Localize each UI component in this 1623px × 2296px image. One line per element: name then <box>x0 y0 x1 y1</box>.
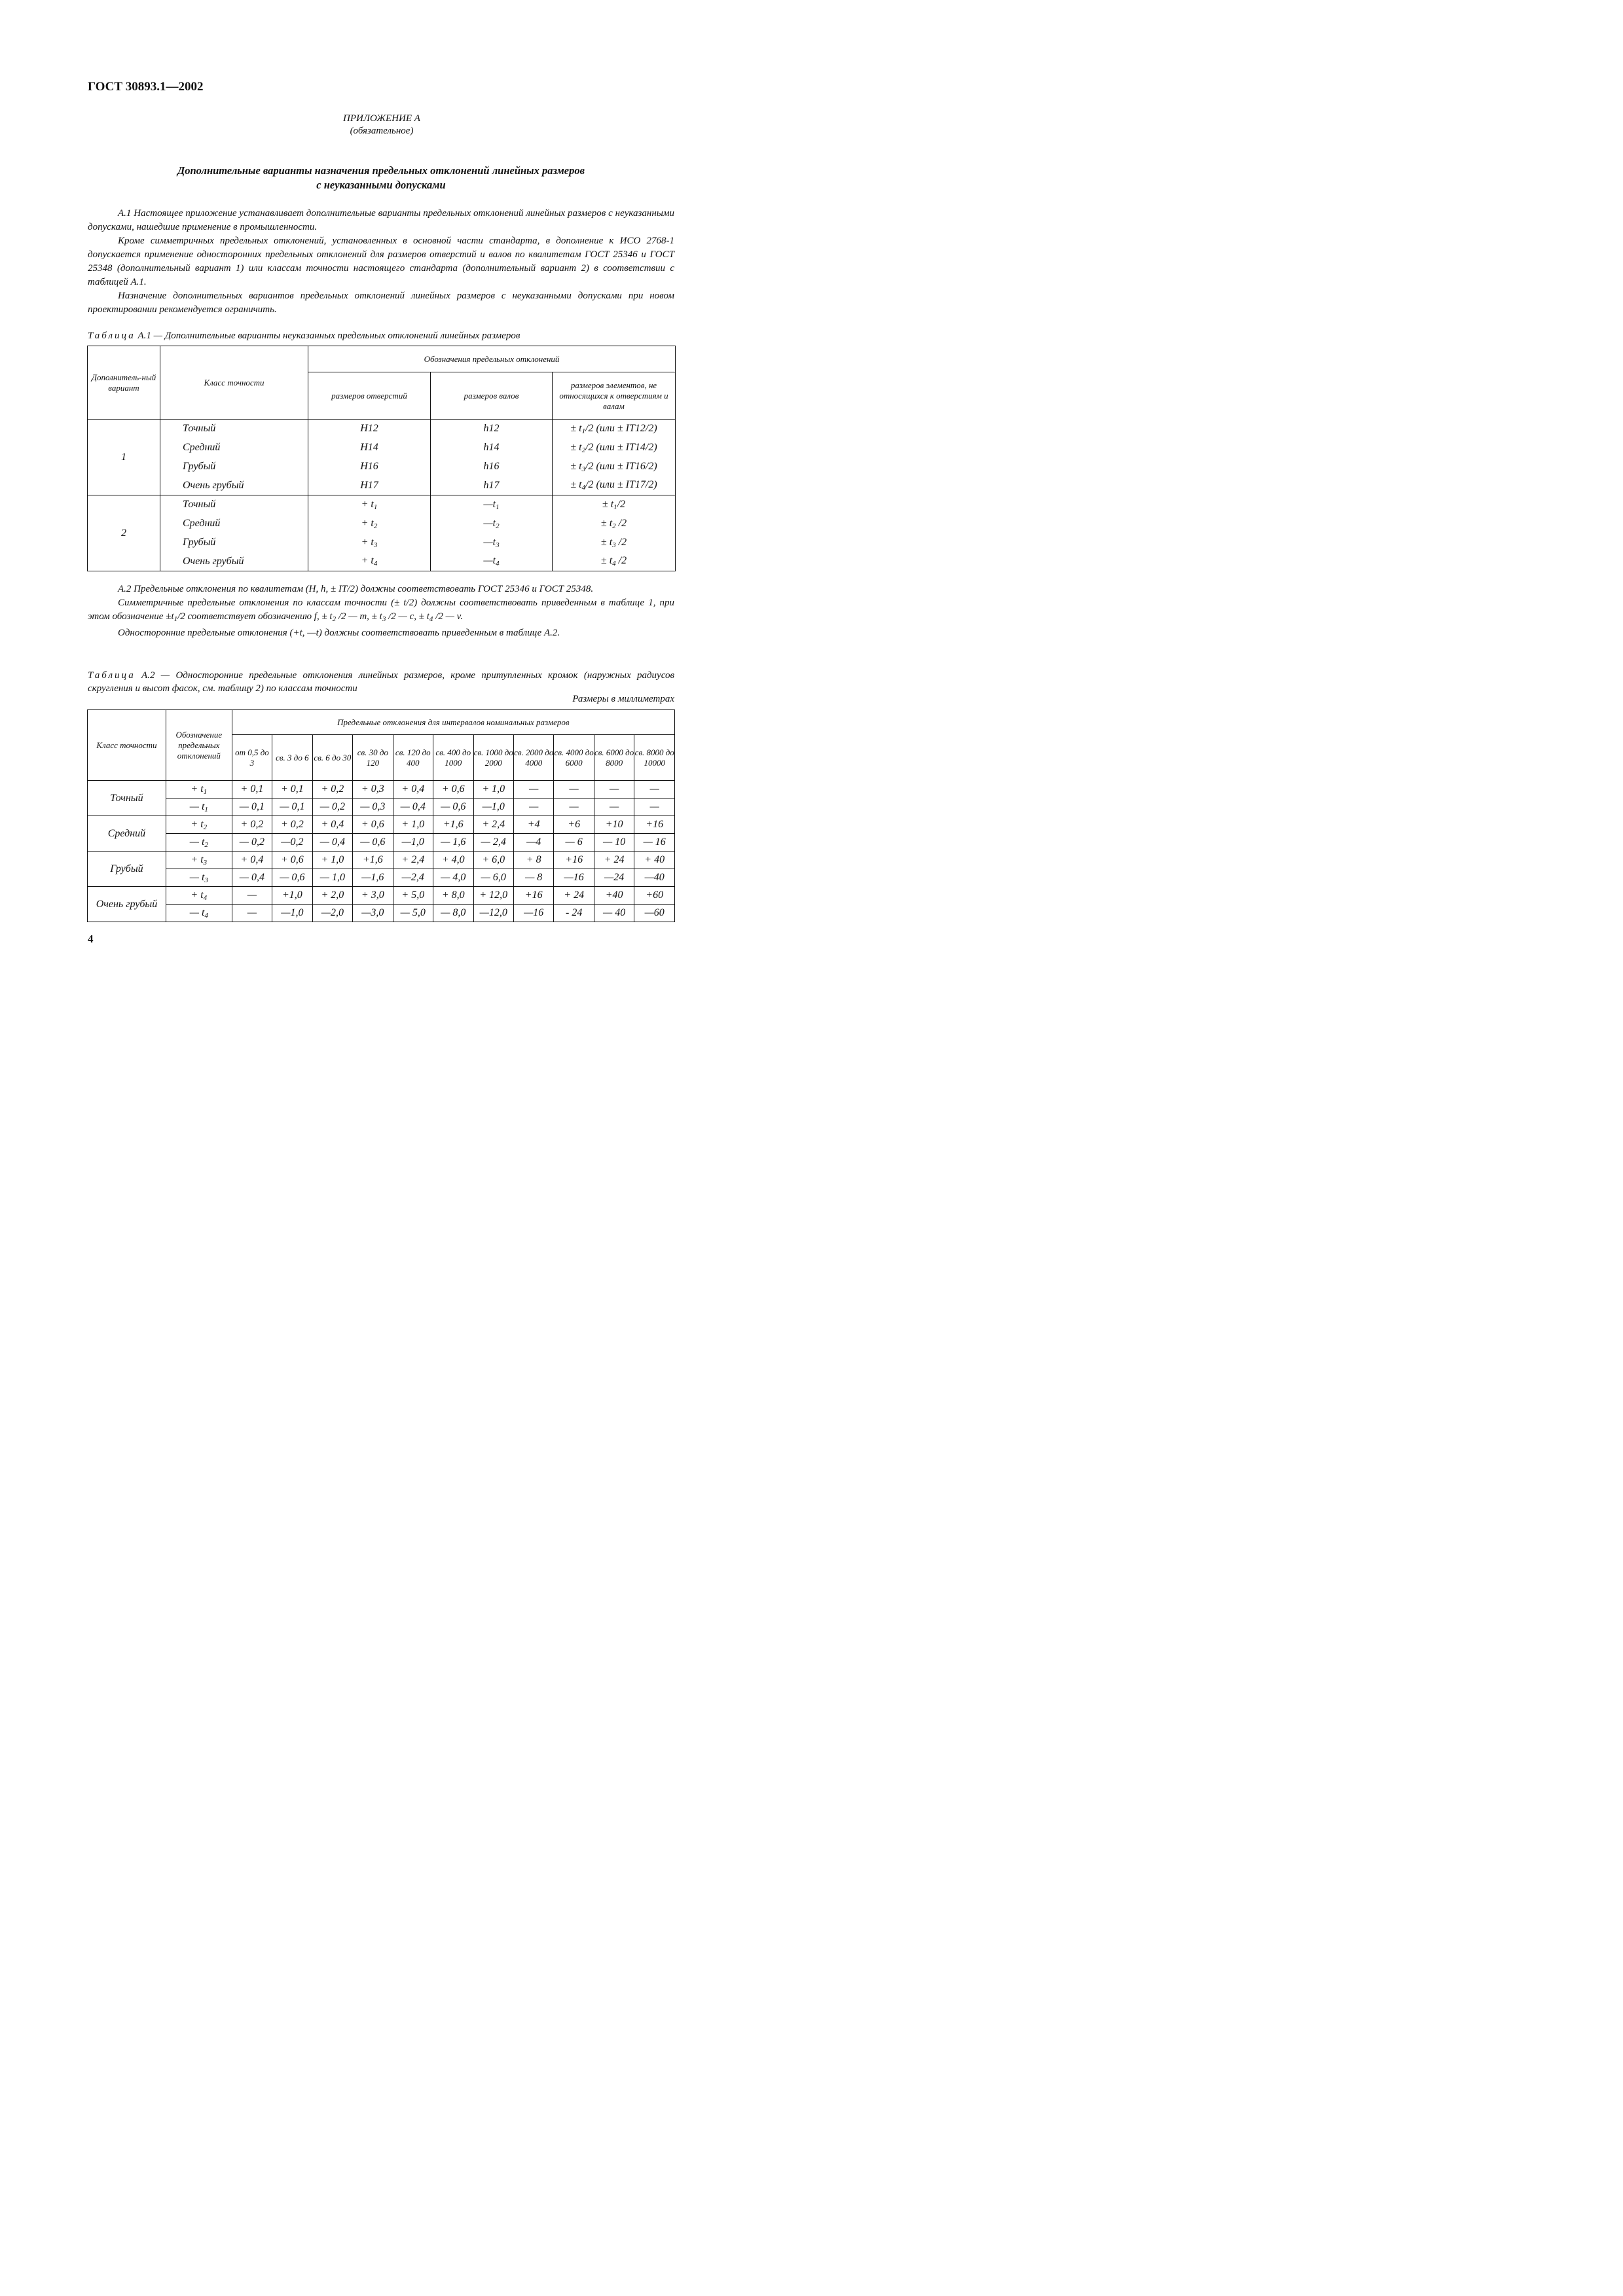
shafts-cell: h14 <box>431 439 553 457</box>
interval-header: св. 1000 до 2000 <box>473 735 513 781</box>
appendix-title: ПРИЛОЖЕНИЕ А <box>343 113 420 124</box>
value-cell: —1,0 <box>272 905 312 922</box>
value-cell: + 24 <box>594 852 634 869</box>
value-cell: + 0,4 <box>393 781 433 798</box>
header-class: Класс точности <box>88 710 166 781</box>
value-cell: — <box>634 798 675 816</box>
header-other: размеров элементов, не относящихся к отверстиям и валам <box>553 372 676 420</box>
value-cell: + 8,0 <box>433 887 473 905</box>
value-cell: — 0,2 <box>232 834 272 852</box>
class-cell: Точный <box>160 495 308 514</box>
page-number: 4 <box>88 933 94 945</box>
paragraph: Кроме симметричных предельных отклонений, установленных в основной части стандарта, в дополнение к ИСО 2768-1 допускается применение односторонних предельных отклонений для размеров отверстий и валов по квалитетам ГОСТ 25346 и ГОСТ 25348 (дополнительный вариант 1) или классам точности настоящего стандарта (дополнительный вариант 2) в соответствии с таблицей А.1. <box>88 236 674 287</box>
designation-cell: — $t_1$ <box>166 798 232 816</box>
interval-header: св. 120 до 400 <box>393 735 433 781</box>
value-cell: —0,2 <box>272 834 312 852</box>
value-cell: — 0,6 <box>353 834 393 852</box>
header-group: Обозначения предельных отклонений <box>308 346 676 372</box>
value-cell: +1,6 <box>433 816 473 834</box>
holes-cell: + $t_3$ <box>308 533 431 552</box>
holes-cell: H16 <box>308 457 431 476</box>
value-cell: — <box>232 905 272 922</box>
value-cell: +4 <box>513 816 553 834</box>
value-cell: — <box>594 798 634 816</box>
value-cell: +10 <box>594 816 634 834</box>
section-heading-line1: Дополнительные варианты назначения предельных отклонений линейных размеров <box>177 164 585 177</box>
value-cell: —40 <box>634 869 675 887</box>
class-cell: Очень грубый <box>160 476 308 495</box>
other-cell: ± $t_3/2$ (или ± IT16/2) <box>553 457 676 476</box>
variant-cell: 1 <box>88 420 160 495</box>
table-row <box>88 834 675 852</box>
value-cell: —4 <box>513 834 553 852</box>
value-cell: +16 <box>554 852 594 869</box>
value-cell: — 1,6 <box>433 834 473 852</box>
value-cell: — 10 <box>594 834 634 852</box>
interval-header: св. 4000 до 6000 <box>554 735 594 781</box>
caption-text: А.2 — Односторонние предельные отклонения линейных размеров, кроме притупленных кромок (наружных радиусов скругления и высот фасок, см. таблицу 2) по классам точности <box>88 670 675 694</box>
table-row <box>88 798 675 816</box>
class-cell: Грубый <box>88 852 166 887</box>
header-group: Предельные отклонения для интервалов номинальных размеров <box>232 710 674 735</box>
other-cell: ± $t_1/2$ (или ± IT12/2) <box>553 420 676 439</box>
variant-cell: 2 <box>88 495 160 571</box>
value-cell: — 5,0 <box>393 905 433 922</box>
holes-cell: H17 <box>308 476 431 495</box>
class-cell: Грубый <box>160 457 308 476</box>
table-a2 <box>87 709 675 922</box>
value-cell: —24 <box>594 869 634 887</box>
table-row <box>88 887 675 905</box>
paragraph: А.1 Настоящее приложение устанавливает дополнительные варианты предельных отклонений линейных размеров с неуказанными допусками, нашедшие применение в промышленности. <box>88 208 674 232</box>
value-cell: + 3,0 <box>353 887 393 905</box>
value-cell: — <box>513 781 553 798</box>
shafts-cell: h17 <box>431 476 553 495</box>
value-cell: — <box>554 781 594 798</box>
holes-cell: + $t_2$ <box>308 514 431 533</box>
table-row <box>88 533 676 552</box>
value-cell: + 0,6 <box>353 816 393 834</box>
value-cell: —3,0 <box>353 905 393 922</box>
value-cell: —1,0 <box>393 834 433 852</box>
value-cell: — 8 <box>513 869 553 887</box>
value-cell: + 0,6 <box>272 852 312 869</box>
class-cell: Точный <box>88 781 166 816</box>
holes-cell: H12 <box>308 420 431 439</box>
value-cell: — 0,6 <box>272 869 312 887</box>
holes-cell: H14 <box>308 439 431 457</box>
appendix-heading <box>0 113 763 137</box>
table-row <box>88 514 676 533</box>
header-class: Класс точности <box>160 346 308 420</box>
other-cell: ± $t_4$ /2 <box>553 552 676 571</box>
paragraph: Симметричные предельные отклонения по классам точности (± t/2) должны соответствовать приведенным в таблице 1, при этом обозначение $\pm t_1/2$ соответствует обозначению f, ± $t_2$ /2 — m, ± $t_3$ /2 — c, ± $t_4$ /2 — v. <box>88 598 674 623</box>
other-cell: ± $t_2/2$ (или ± IT14/2) <box>553 439 676 457</box>
value-cell: +16 <box>513 887 553 905</box>
value-cell: + 8 <box>513 852 553 869</box>
caption-text: А.1 — Дополнительные варианты неуказанных предельных отклонений линейных размеров <box>137 331 520 341</box>
value-cell: + 1,0 <box>473 781 513 798</box>
class-cell: Грубый <box>160 533 308 552</box>
interval-header: св. 8000 до 10000 <box>634 735 675 781</box>
document-header: ГОСТ 30893.1—2002 <box>88 80 204 94</box>
value-cell: + 2,4 <box>393 852 433 869</box>
designation-cell: — $t_3$ <box>166 869 232 887</box>
value-cell: - 24 <box>554 905 594 922</box>
value-cell: — 0,4 <box>393 798 433 816</box>
value-cell: — 0,1 <box>232 798 272 816</box>
value-cell: —2,0 <box>312 905 352 922</box>
section-a1 <box>88 207 674 317</box>
value-cell: + 1,0 <box>312 852 352 869</box>
interval-header: св. 400 до 1000 <box>433 735 473 781</box>
table-row <box>88 552 676 571</box>
holes-cell: + $t_1$ <box>308 495 431 514</box>
paragraph: А.2 Предельные отклонения по квалитетам (H, h, ± IT/2) должны соответствовать ГОСТ 25346 и ГОСТ 25348. <box>118 584 594 594</box>
value-cell: +16 <box>634 816 675 834</box>
value-cell: +6 <box>554 816 594 834</box>
designation-cell: — $t_2$ <box>166 834 232 852</box>
value-cell: + 6,0 <box>473 852 513 869</box>
value-cell: — 6,0 <box>473 869 513 887</box>
other-cell: ± $t_2$ /2 <box>553 514 676 533</box>
table-row <box>88 852 675 869</box>
value-cell: — <box>513 798 553 816</box>
interval-header: св. 30 до 120 <box>353 735 393 781</box>
class-cell: Очень грубый <box>88 887 166 922</box>
value-cell: —1,0 <box>473 798 513 816</box>
value-cell: — 2,4 <box>473 834 513 852</box>
value-cell: + 2,0 <box>312 887 352 905</box>
value-cell: — 0,6 <box>433 798 473 816</box>
shafts-cell: $—t_2$ <box>431 514 553 533</box>
table-row <box>88 869 675 887</box>
value-cell: — <box>594 781 634 798</box>
value-cell: — 0,4 <box>232 869 272 887</box>
value-cell: —2,4 <box>393 869 433 887</box>
interval-header: св. 3 до 6 <box>272 735 312 781</box>
designation-cell: + $t_1$ <box>166 781 232 798</box>
value-cell: + 2,4 <box>473 816 513 834</box>
value-cell: — 0,1 <box>272 798 312 816</box>
class-cell: Точный <box>160 420 308 439</box>
designation-cell: + $t_4$ <box>166 887 232 905</box>
class-cell: Средний <box>88 816 166 852</box>
section-heading <box>88 164 674 192</box>
value-cell: + 0,4 <box>312 816 352 834</box>
value-cell: + 12,0 <box>473 887 513 905</box>
value-cell: + 0,4 <box>232 852 272 869</box>
interval-header: св. 6 до 30 <box>312 735 352 781</box>
table-row <box>88 495 676 514</box>
value-cell: + 0,6 <box>433 781 473 798</box>
value-cell: + 40 <box>634 852 675 869</box>
value-cell: + 0,2 <box>312 781 352 798</box>
value-cell: + 0,3 <box>353 781 393 798</box>
table-a2-caption <box>88 669 674 695</box>
value-cell: + 0,1 <box>232 781 272 798</box>
value-cell: + 1,0 <box>393 816 433 834</box>
table-row <box>88 905 675 922</box>
class-cell: Средний <box>160 514 308 533</box>
section-a2 <box>88 583 674 640</box>
table-row <box>88 816 675 834</box>
designation-cell: + $t_2$ <box>166 816 232 834</box>
value-cell: —1,6 <box>353 869 393 887</box>
shafts-cell: h16 <box>431 457 553 476</box>
table-a1-caption <box>88 329 674 342</box>
header-shafts: размеров валов <box>431 372 553 420</box>
value-cell: — 4,0 <box>433 869 473 887</box>
value-cell: — 6 <box>554 834 594 852</box>
caption-label: Таблица <box>88 331 136 341</box>
value-cell: — 40 <box>594 905 634 922</box>
interval-header: св. 2000 до 4000 <box>513 735 553 781</box>
value-cell: — 0,4 <box>312 834 352 852</box>
appendix-subtitle: (обязательное) <box>350 126 414 136</box>
value-cell: — <box>634 781 675 798</box>
holes-cell: + $t_4$ <box>308 552 431 571</box>
value-cell: — 0,3 <box>353 798 393 816</box>
value-cell: — 0,2 <box>312 798 352 816</box>
shafts-cell: h12 <box>431 420 553 439</box>
shafts-cell: $—t_3$ <box>431 533 553 552</box>
other-cell: ± $t_1/2$ <box>553 495 676 514</box>
value-cell: + 0,1 <box>272 781 312 798</box>
value-cell: —16 <box>513 905 553 922</box>
table-a1 <box>87 346 676 571</box>
other-cell: ± $t_4/2$ (или ± IT17/2) <box>553 476 676 495</box>
header-designation: Обозначение предельных отклонений <box>166 710 232 781</box>
value-cell: — 8,0 <box>433 905 473 922</box>
table-row <box>88 781 675 798</box>
value-cell: + 0,2 <box>232 816 272 834</box>
value-cell: —12,0 <box>473 905 513 922</box>
shafts-cell: $—t_1$ <box>431 495 553 514</box>
table-row <box>88 420 676 439</box>
interval-header: св. 6000 до 8000 <box>594 735 634 781</box>
value-cell: —60 <box>634 905 675 922</box>
value-cell: +60 <box>634 887 675 905</box>
paragraph: Назначение дополнительных вариантов предельных отклонений линейных размеров с неуказанными допусками при новом проектировании рекомендуется ограничить. <box>88 291 674 315</box>
table-row <box>88 476 676 495</box>
value-cell: — <box>232 887 272 905</box>
value-cell: —16 <box>554 869 594 887</box>
other-cell: ± $t_3$ /2 <box>553 533 676 552</box>
value-cell: + 4,0 <box>433 852 473 869</box>
units-note: Размеры в миллиметрах <box>572 694 674 704</box>
class-cell: Средний <box>160 439 308 457</box>
caption-label: Таблица <box>88 670 136 681</box>
value-cell: +1,0 <box>272 887 312 905</box>
paragraph: Односторонние предельные отклонения (+t, —t) должны соответствовать приведенным в таблице А.2. <box>118 628 560 638</box>
value-cell: — 1,0 <box>312 869 352 887</box>
value-cell: — 16 <box>634 834 675 852</box>
designation-cell: — $t_4$ <box>166 905 232 922</box>
value-cell: +40 <box>594 887 634 905</box>
table-row <box>88 439 676 457</box>
header-variant: Дополнитель-ный вариант <box>88 346 160 420</box>
value-cell: + 5,0 <box>393 887 433 905</box>
value-cell: + 24 <box>554 887 594 905</box>
header-holes: размеров отверстий <box>308 372 431 420</box>
section-heading-line2: с неуказанными допусками <box>316 179 446 191</box>
table-row <box>88 457 676 476</box>
designation-cell: + $t_3$ <box>166 852 232 869</box>
shafts-cell: $—t_4$ <box>431 552 553 571</box>
value-cell: +1,6 <box>353 852 393 869</box>
class-cell: Очень грубый <box>160 552 308 571</box>
interval-header: от 0,5 до 3 <box>232 735 272 781</box>
value-cell: + 0,2 <box>272 816 312 834</box>
value-cell: — <box>554 798 594 816</box>
